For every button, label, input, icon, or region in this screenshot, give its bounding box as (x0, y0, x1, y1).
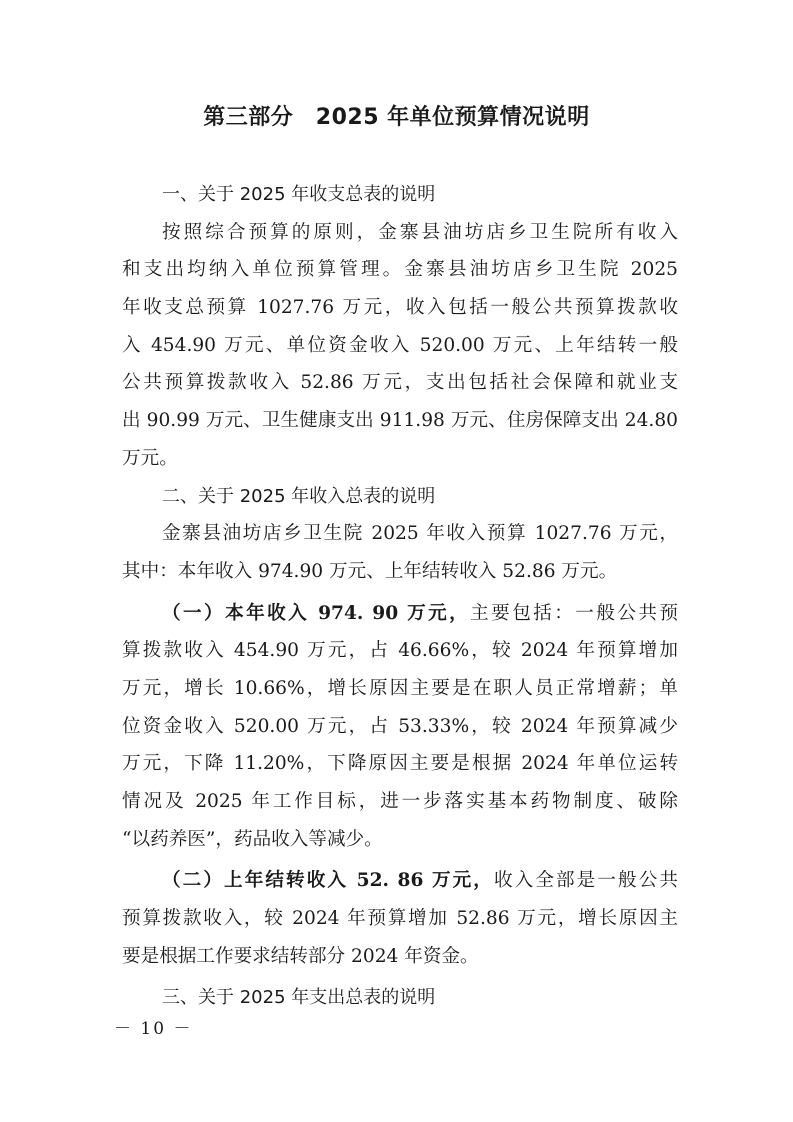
paragraph-line: 公共预算拨款收入 52.86 万元，支出包括社会保障和就业支 (122, 372, 678, 394)
subsection-lead-current-year-income: （一）本年收入 974. 90 万元， (162, 602, 471, 624)
section-heading-income-expense-summary: 一、关于 2025 年收支总表的说明 (162, 184, 436, 205)
subsection-first-line (122, 595, 678, 633)
section-heading-income-summary: 二、关于 2025 年收入总表的说明 (162, 485, 436, 507)
section-heading-expense-summary: 三、关于 2025 年支出总表的说明 (162, 987, 436, 1009)
paragraph-line: 万元。 (122, 447, 178, 469)
subsection-lead-rest: 主要包括：一般公共预 (470, 602, 678, 624)
document-body (122, 176, 678, 1017)
paragraph-line: 情况及 2025 年工作目标，进一步落实基本药物制度、破除 (122, 791, 678, 812)
paragraph-line: 预算拨款收入，较 2024 年预算增加 52.86 万元，增长原因主 (122, 908, 678, 930)
paragraph-line: 位资金收入 520.00 万元，占 53.33%，较 2024 年预算减少 (122, 715, 678, 737)
page-title: 第三部分 2025 年单位预算情况说明 (203, 105, 590, 130)
paragraph-line: 金寨县油坊店乡卫生院 2025 年收入预算 1027.76 万元， (162, 523, 678, 545)
subsection-lead-rest: 收入全部是一般公共 (493, 870, 678, 892)
subsection-lead-carryover-income: （二）上年结转收入 52. 86 万元， (162, 870, 494, 892)
paragraph-line: 入 454.90 万元、单位资金收入 520.00 万元、上年结转一般 (122, 334, 678, 356)
paragraph-line: 出 90.99 万元、卫生健康支出 911.98 万元、住房保障支出 24.80 (122, 410, 678, 432)
paragraph-line: 算拨款收入 454.90 万元，占 46.66%，较 2024 年预算增加 (122, 640, 678, 662)
page-number: － 10 － (114, 1019, 193, 1039)
paragraph-line: 和支出均纳入单位预算管理。金寨县油坊店乡卫生院 2025 (122, 259, 678, 281)
paragraph-line: 其中：本年收入 974.90 万元、上年结转收入 52.86 万元。 (122, 560, 618, 582)
subsection-first-line (122, 862, 678, 900)
paragraph-line: 万元，下降 11.20%，下降原因主要是根据 2024 年单位运转 (122, 753, 678, 775)
paragraph-line: 万元，增长 10.66%，增长原因主要是在职人员正常增薪；单 (122, 677, 678, 699)
paragraph-line: 按照综合预算的原则，金寨县油坊店乡卫生院所有收入 (162, 221, 678, 243)
paragraph-line: “以药养医”，药品收入等减少。 (122, 828, 383, 850)
paragraph-line: 年收支总预算 1027.76 万元，收入包括一般公共预算拨款收 (122, 297, 678, 319)
paragraph-line: 要是根据工作要求结转部分 2024 年资金。 (122, 945, 479, 967)
